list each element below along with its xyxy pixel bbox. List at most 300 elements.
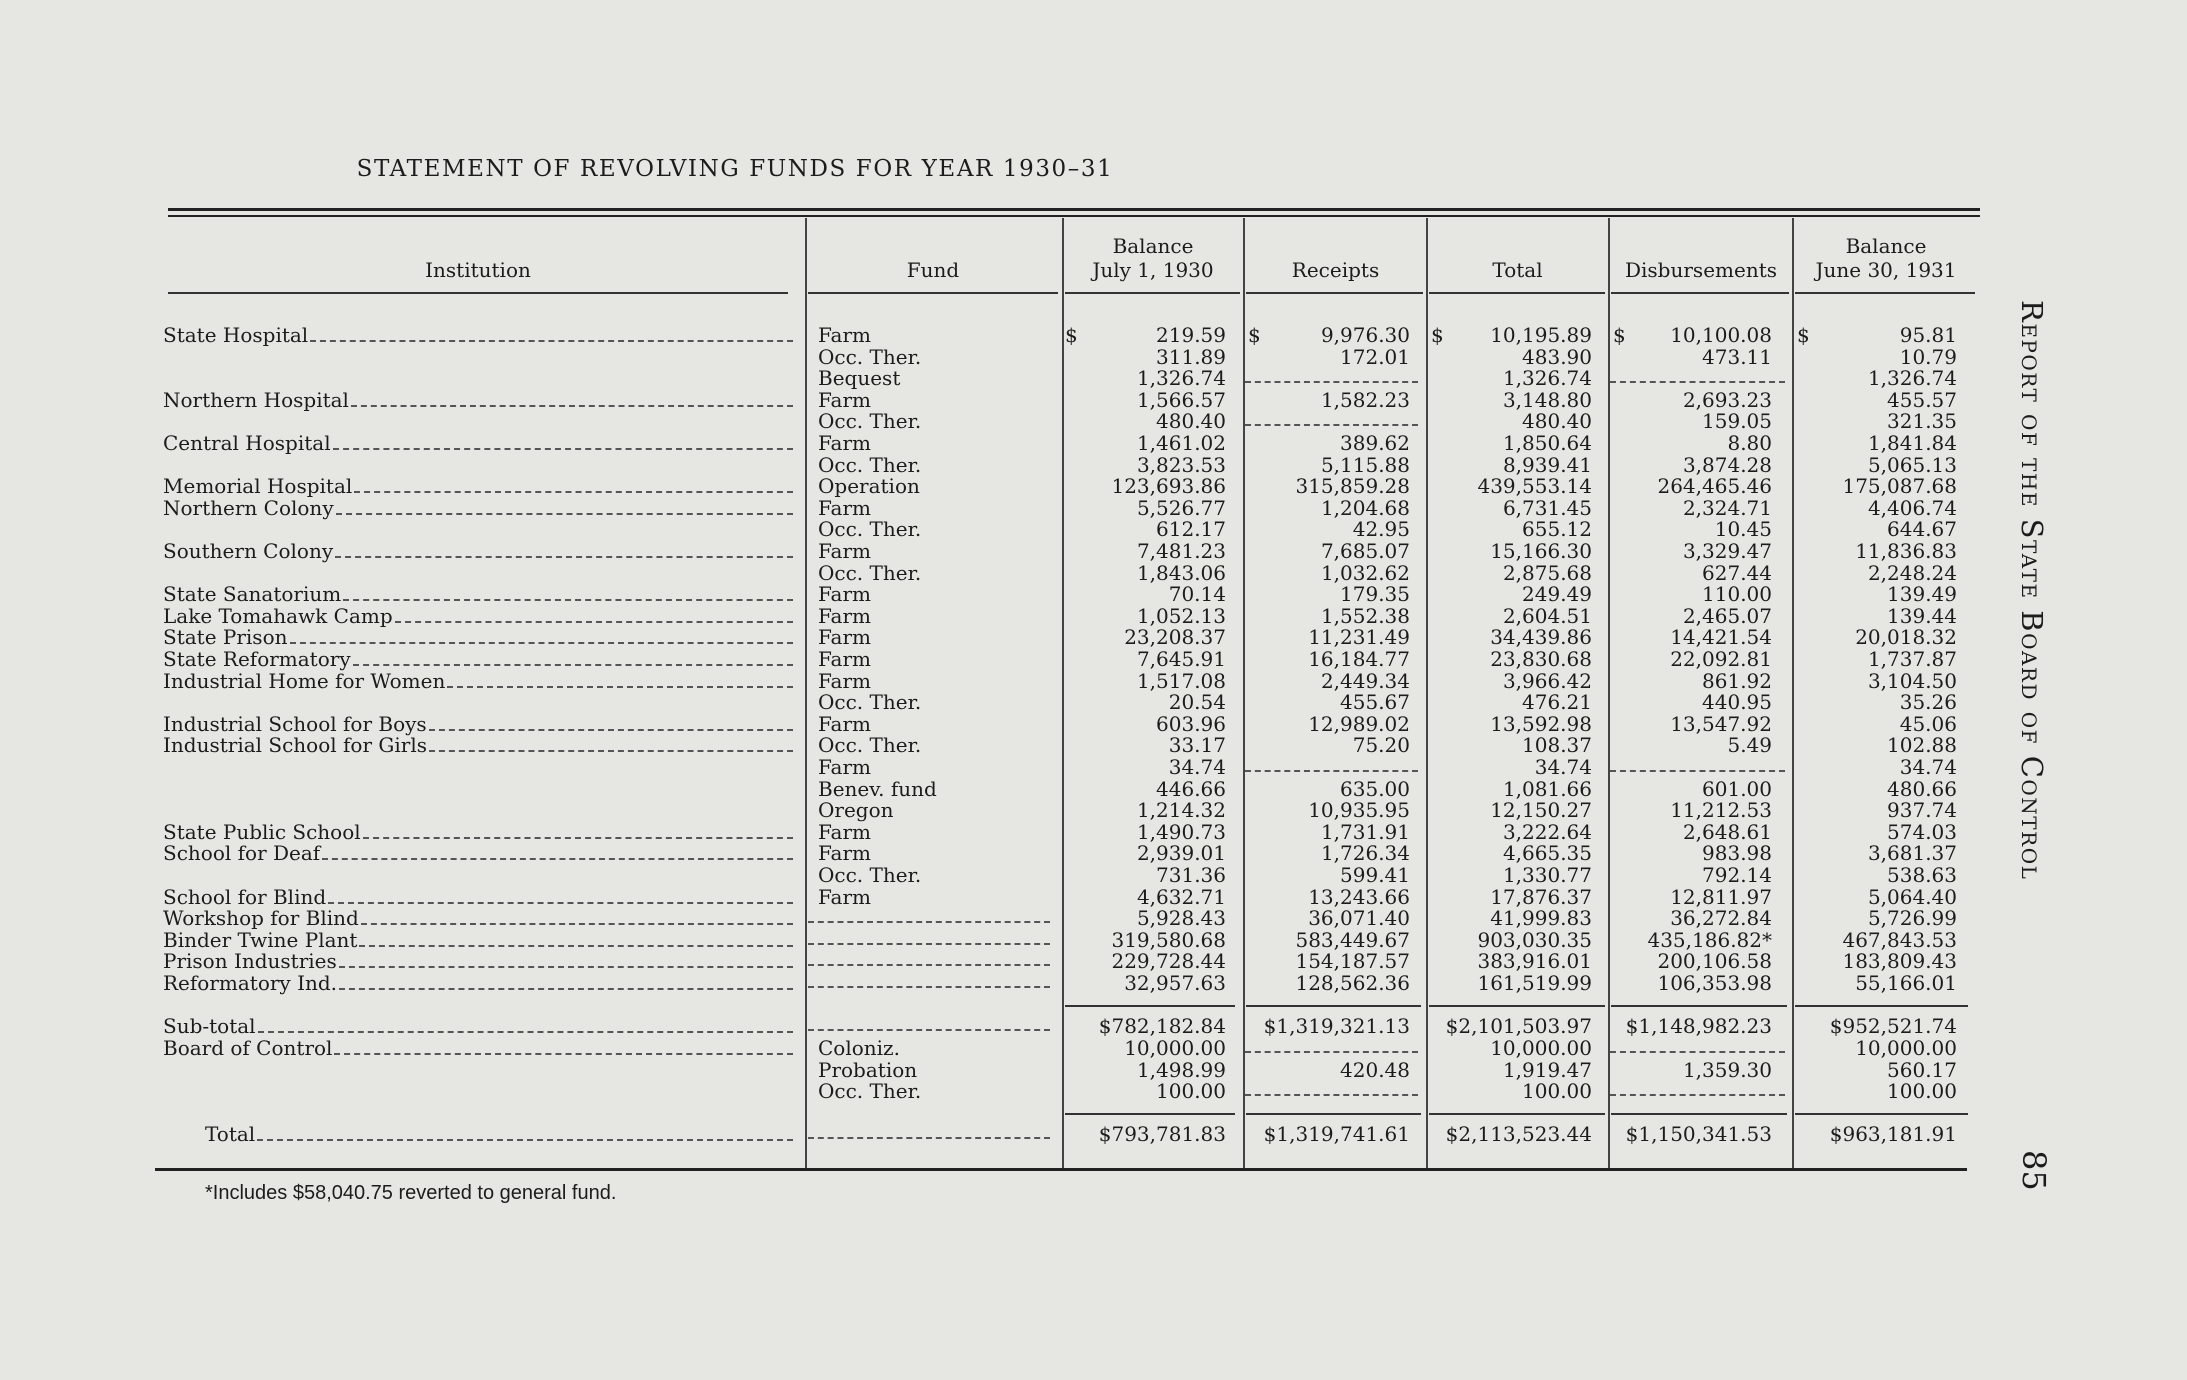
amount-c1: 229,728.44 <box>1111 949 1226 974</box>
institution-cell <box>163 821 793 843</box>
amount-c1: 70.14 <box>1168 582 1226 607</box>
fund-cell: Oregon <box>818 798 894 823</box>
header-disbursements: Disbursements <box>1624 258 1778 282</box>
amount-c5: 937.74 <box>1887 798 1957 823</box>
total-rule <box>1795 1113 1968 1115</box>
table-row <box>0 410 2187 432</box>
amount-c1: 100.00 <box>1156 1079 1226 1104</box>
amount-c2: 1,552.38 <box>1320 603 1410 628</box>
amount-c5: 2,248.24 <box>1867 560 1957 585</box>
amount-c3: 8,939.41 <box>1502 452 1592 477</box>
fund-cell: Farm <box>818 841 871 866</box>
amount-c3: $2,101,503.97 <box>1445 1014 1592 1038</box>
total-rule <box>1429 1113 1605 1115</box>
empty-cell-dashes <box>1610 381 1785 383</box>
amount-c1: 612.17 <box>1156 517 1226 542</box>
amount-c5: 1,841.84 <box>1867 431 1957 455</box>
table-row <box>0 605 2187 627</box>
table-row <box>0 756 2187 778</box>
amount-c2: 1,204.68 <box>1320 495 1410 520</box>
institution-name: Southern Colony <box>163 539 334 563</box>
table-row <box>0 1080 2187 1102</box>
institution-cell <box>163 670 793 692</box>
amount-c1: 34.74 <box>1168 755 1226 779</box>
amount-c1: 446.66 <box>1156 776 1226 801</box>
fund-cell: Farm <box>818 603 871 628</box>
table-row <box>0 929 2187 951</box>
amount-c4: $1,150,341.53 <box>1625 1122 1772 1146</box>
subtotal-rule <box>1246 1005 1421 1007</box>
institution-cell <box>163 324 793 346</box>
dollar-sign: $ <box>1613 323 1626 347</box>
leader-dashes <box>258 1019 793 1033</box>
amount-c2: 12,989.02 <box>1308 711 1410 736</box>
institution-cell <box>163 972 793 994</box>
amount-c5: 5,065.13 <box>1867 452 1957 477</box>
total-rule <box>1611 1113 1787 1115</box>
amount-c4: 435,186.82* <box>1647 927 1772 952</box>
amount-c5: 175,087.68 <box>1842 474 1957 499</box>
amount-c3: 12,150.27 <box>1490 798 1592 823</box>
fund-cell: Occ. Ther. <box>818 863 922 887</box>
amount-c3: 41,999.83 <box>1490 906 1592 931</box>
amount-c5: 11,836.83 <box>1855 539 1957 563</box>
amount-c1: 123,693.86 <box>1111 474 1226 499</box>
fund-cell: Operation <box>818 474 920 499</box>
institution-cell <box>163 734 793 756</box>
amount-c2: 154,187.57 <box>1295 949 1410 974</box>
fund-cell: Occ. Ther. <box>818 517 922 542</box>
amount-c1: 319,580.68 <box>1111 927 1226 952</box>
fund-cell: Farm <box>818 431 871 455</box>
fund-cell: Probation <box>818 1057 918 1082</box>
amount-c5: 644.67 <box>1887 517 1957 542</box>
bottom-rule <box>155 1168 1967 1171</box>
header-fund: Fund <box>906 258 960 282</box>
amount-c4: 1,359.30 <box>1682 1057 1772 1082</box>
amount-c2: 179.35 <box>1340 582 1410 607</box>
amount-c4: 22,092.81 <box>1670 647 1772 671</box>
table-row <box>0 648 2187 670</box>
amount-c2: 172.01 <box>1340 344 1410 369</box>
amount-c5: 10.79 <box>1899 344 1957 369</box>
amount-c2: $1,319,321.13 <box>1263 1014 1410 1038</box>
fund-cell: Farm <box>818 323 871 347</box>
amount-c1: 10,000.00 <box>1124 1036 1226 1060</box>
amount-c4: 3,874.28 <box>1682 452 1772 477</box>
amount-c4: $1,148,982.23 <box>1625 1014 1772 1038</box>
institution-cell <box>163 475 793 497</box>
amount-c2: 75.20 <box>1352 733 1410 758</box>
institution-cell <box>163 842 793 864</box>
institution-name: Board of Control <box>163 1036 333 1060</box>
institution-name: Lake Tomahawk Camp <box>163 603 393 628</box>
institution-cell <box>205 1123 793 1145</box>
amount-c1: 1,461.02 <box>1136 431 1226 455</box>
empty-cell-dashes <box>1245 424 1418 426</box>
amount-c1: 2,939.01 <box>1136 841 1226 866</box>
amount-c5: 183,809.43 <box>1842 949 1957 974</box>
amount-c3: 4,665.35 <box>1502 841 1592 866</box>
leader-dashes <box>429 717 793 731</box>
empty-cell-dashes <box>1245 1094 1418 1096</box>
amount-c5: 45.06 <box>1899 711 1957 736</box>
amount-c1: 1,052.13 <box>1136 603 1226 628</box>
leader-dashes <box>328 890 793 904</box>
header-underline <box>808 292 1058 294</box>
leader-dashes <box>333 436 793 450</box>
table-row <box>0 475 2187 497</box>
amount-c4: 2,693.23 <box>1682 387 1772 412</box>
institution-cell <box>163 907 793 929</box>
header-receipts: Receipts <box>1291 258 1380 282</box>
amount-c3: $2,113,523.44 <box>1445 1122 1592 1146</box>
amount-c3: 23,830.68 <box>1490 647 1592 671</box>
amount-c3: 100.00 <box>1522 1079 1592 1104</box>
amount-c1: $782,182.84 <box>1098 1014 1226 1038</box>
institution-cell <box>163 583 793 605</box>
amount-c1: 5,928.43 <box>1136 906 1226 931</box>
amount-c4: 5.49 <box>1727 733 1772 758</box>
amount-c5: 5,726.99 <box>1867 906 1957 931</box>
amount-c5: 480.66 <box>1887 776 1957 801</box>
table-row <box>0 886 2187 908</box>
header-underline <box>168 292 788 294</box>
leader-dashes <box>336 501 793 515</box>
amount-c5: 95.81 <box>1899 323 1957 347</box>
table-row <box>0 562 2187 584</box>
amount-c4: 440.95 <box>1702 690 1772 715</box>
amount-c3: 6,731.45 <box>1502 495 1592 520</box>
header-underline <box>1795 292 1975 294</box>
header-balance-end: Balance June 30, 1931 <box>1815 234 1957 282</box>
table-row <box>0 691 2187 713</box>
fund-cell: Farm <box>818 539 871 563</box>
fund-cell: Farm <box>818 625 871 650</box>
amount-c3: 34.74 <box>1534 755 1592 779</box>
amount-c4: 11,212.53 <box>1670 798 1772 823</box>
table-row <box>0 324 2187 346</box>
leader-dashes <box>257 1127 793 1141</box>
header-institution: Institution <box>425 258 531 282</box>
institution-name: Industrial School for Girls <box>163 733 427 758</box>
amount-c2: 10,935.95 <box>1308 798 1410 823</box>
fund-empty-dashes <box>808 964 1050 966</box>
table-row <box>0 864 2187 886</box>
amount-c3: 17,876.37 <box>1490 884 1592 909</box>
amount-c2: 1,032.62 <box>1320 560 1410 585</box>
amount-c5: 455.57 <box>1887 387 1957 412</box>
amount-c5: 20,018.32 <box>1855 625 1957 650</box>
table-row <box>0 734 2187 756</box>
total-rule <box>1246 1113 1421 1115</box>
amount-c4: 627.44 <box>1702 560 1772 585</box>
leader-dashes <box>339 976 793 990</box>
amount-c2: 420.48 <box>1340 1057 1410 1082</box>
institution-cell <box>163 626 793 648</box>
amount-c5: 34.74 <box>1899 755 1957 779</box>
fund-cell: Farm <box>818 387 871 412</box>
institution-name: Total <box>205 1122 256 1146</box>
institution-cell <box>163 1015 793 1037</box>
table-row <box>0 670 2187 692</box>
amount-c4: 12,811.97 <box>1670 884 1772 909</box>
institution-name: School for Deaf <box>163 841 321 866</box>
table-row <box>0 454 2187 476</box>
fund-cell: Farm <box>818 668 871 693</box>
amount-c4: 2,324.71 <box>1682 495 1772 520</box>
amount-c4: 792.14 <box>1702 863 1772 887</box>
amount-c1: 33.17 <box>1168 733 1226 758</box>
amount-c3: 1,081.66 <box>1502 776 1592 801</box>
table-row <box>0 821 2187 843</box>
amount-c3: 480.40 <box>1522 409 1592 434</box>
amount-c1: 1,843.06 <box>1136 560 1226 585</box>
table-row <box>0 799 2187 821</box>
amount-c3: 1,326.74 <box>1502 366 1592 391</box>
institution-cell <box>163 648 793 670</box>
leader-dashes <box>354 479 793 493</box>
table-row <box>0 1059 2187 1081</box>
amount-c3: 2,604.51 <box>1502 603 1592 628</box>
fund-cell: Farm <box>818 711 871 736</box>
amount-c3: 3,148.80 <box>1502 387 1592 412</box>
institution-cell <box>163 713 793 735</box>
subtotal-rule <box>1065 1005 1235 1007</box>
institution-name: Prison Industries <box>163 949 337 974</box>
amount-c1: 219.59 <box>1156 323 1226 347</box>
leader-dashes <box>290 630 794 644</box>
fund-cell: Occ. Ther. <box>818 409 922 434</box>
empty-cell-dashes <box>1245 770 1418 772</box>
leader-dashes <box>361 911 793 925</box>
institution-name: State Hospital <box>163 323 309 347</box>
fund-cell: Occ. Ther. <box>818 1079 922 1104</box>
amount-c4: 8.80 <box>1727 431 1772 455</box>
amount-c5: 10,000.00 <box>1855 1036 1957 1060</box>
amount-c1: 7,645.91 <box>1136 647 1226 671</box>
header-balance-start: Balance July 1, 1930 <box>1092 234 1214 282</box>
amount-c4: 10.45 <box>1714 517 1772 542</box>
amount-c2: 455.67 <box>1340 690 1410 715</box>
dollar-sign: $ <box>1797 323 1810 347</box>
table-row <box>0 346 2187 368</box>
amount-c3: 1,919.47 <box>1502 1057 1592 1082</box>
fund-cell: Occ. Ther. <box>818 733 922 758</box>
total-rule <box>1065 1113 1235 1115</box>
amount-c5: 139.49 <box>1887 582 1957 607</box>
table-row <box>0 367 2187 389</box>
subtotal-row <box>0 1015 2187 1037</box>
fund-cell: Coloniz. <box>818 1036 900 1060</box>
table-row <box>0 389 2187 411</box>
fund-cell: Farm <box>818 819 871 844</box>
header-underline <box>1065 292 1240 294</box>
amount-c4: 473.11 <box>1702 344 1772 369</box>
fund-cell: Bequest <box>818 366 901 391</box>
amount-c3: 1,330.77 <box>1502 863 1592 887</box>
leader-dashes <box>395 609 793 623</box>
amount-c1: $793,781.83 <box>1098 1122 1226 1146</box>
footnote: *Includes $58,040.75 reverted to general fund. <box>205 1182 617 1204</box>
amount-c5: 139.44 <box>1887 603 1957 628</box>
empty-cell-dashes <box>1610 770 1785 772</box>
amount-c2: 13,243.66 <box>1308 884 1410 909</box>
institution-cell <box>163 1037 793 1059</box>
fund-cell: Occ. Ther. <box>818 452 922 477</box>
amount-c1: 1,326.74 <box>1136 366 1226 391</box>
amount-c2: 1,726.34 <box>1320 841 1410 866</box>
page-number: 85 <box>2015 1150 2053 1191</box>
amount-c3: 655.12 <box>1522 517 1592 542</box>
amount-c3: 15,166.30 <box>1490 539 1592 563</box>
subtotal-rule <box>1429 1005 1605 1007</box>
amount-c2: 2,449.34 <box>1320 668 1410 693</box>
amount-c2: 128,562.36 <box>1295 971 1410 995</box>
table-row <box>0 583 2187 605</box>
amount-c5: 102.88 <box>1887 733 1957 758</box>
amount-c4: 983.98 <box>1702 841 1772 866</box>
amount-c5: 1,326.74 <box>1867 366 1957 391</box>
institution-cell <box>163 886 793 908</box>
amount-c3: 439,553.14 <box>1477 474 1592 499</box>
amount-c1: 20.54 <box>1168 690 1226 715</box>
fund-empty-dashes <box>808 943 1050 945</box>
dollar-sign: $ <box>1065 323 1078 347</box>
institution-name: Central Hospital <box>163 431 331 455</box>
table-row <box>0 713 2187 735</box>
amount-c1: 32,957.63 <box>1124 971 1226 995</box>
header-total: Total <box>1492 258 1543 282</box>
header-underline <box>1429 292 1605 294</box>
leader-dashes <box>310 328 793 342</box>
institution-name: Workshop for Blind <box>163 906 359 931</box>
fund-cell: Farm <box>818 755 871 779</box>
amount-c4: 110.00 <box>1702 582 1772 607</box>
amount-c1: 5,526.77 <box>1136 495 1226 520</box>
amount-c5: $963,181.91 <box>1829 1122 1957 1146</box>
institution-name: Reformatory Ind. <box>163 971 338 995</box>
institution-name: State Public School <box>163 819 361 844</box>
leader-dashes <box>351 393 793 407</box>
fund-cell: Farm <box>818 495 871 520</box>
dollar-sign: $ <box>1248 323 1261 347</box>
amount-c4: 2,465.07 <box>1682 603 1772 628</box>
institution-name: Binder Twine Plant <box>163 927 358 952</box>
fund-cell: Farm <box>818 884 871 909</box>
leader-dashes <box>335 544 793 558</box>
amount-c3: 483.90 <box>1522 344 1592 369</box>
amount-c1: 1,214.32 <box>1136 798 1226 823</box>
fund-cell: Occ. Ther. <box>818 560 922 585</box>
institution-name: Sub-total <box>163 1014 256 1038</box>
institution-name: Industrial Home for Women <box>163 668 446 693</box>
institution-name: Northern Hospital <box>163 387 349 412</box>
amount-c5: 3,104.50 <box>1867 668 1957 693</box>
amount-c1: 603.96 <box>1156 711 1226 736</box>
table-row <box>0 972 2187 994</box>
amount-c1: 1,498.99 <box>1136 1057 1226 1082</box>
header-underline <box>1611 292 1789 294</box>
institution-cell <box>163 389 793 411</box>
amount-c4: 861.92 <box>1702 668 1772 693</box>
leader-dashes <box>429 738 793 752</box>
table-row <box>0 432 2187 454</box>
amount-c1: 480.40 <box>1156 409 1226 434</box>
amount-c1: 3,823.53 <box>1136 452 1226 477</box>
amount-c2: 1,731.91 <box>1320 819 1410 844</box>
table-row <box>0 497 2187 519</box>
amount-c4: 200,106.58 <box>1657 949 1772 974</box>
institution-cell <box>163 605 793 627</box>
institution-name: Memorial Hospital <box>163 474 353 499</box>
leader-dashes <box>359 933 793 947</box>
amount-c2: 42.95 <box>1352 517 1410 542</box>
amount-c3: 383,916.01 <box>1477 949 1592 974</box>
amount-c2: 7,685.07 <box>1320 539 1410 563</box>
amount-c3: 3,222.64 <box>1502 819 1592 844</box>
amount-c4: 36,272.84 <box>1670 906 1772 931</box>
institution-cell <box>163 929 793 951</box>
amount-c5: 4,406.74 <box>1867 495 1957 520</box>
amount-c4: 10,100.08 <box>1670 323 1772 347</box>
amount-c2: 5,115.88 <box>1320 452 1410 477</box>
amount-c5: 467,843.53 <box>1842 927 1957 952</box>
amount-c2: 1,582.23 <box>1320 387 1410 412</box>
leader-dashes <box>447 674 793 688</box>
table-row <box>0 540 2187 562</box>
amount-c5: 35.26 <box>1899 690 1957 715</box>
leader-dashes <box>339 954 793 968</box>
amount-c3: 10,195.89 <box>1490 323 1592 347</box>
table-row <box>0 626 2187 648</box>
institution-name: Industrial School for Boys <box>163 711 427 736</box>
empty-cell-dashes <box>1610 1094 1785 1096</box>
amount-c1: 23,208.37 <box>1124 625 1226 650</box>
institution-name: State Reformatory <box>163 647 351 671</box>
amount-c1: 1,517.08 <box>1136 668 1226 693</box>
amount-c2: 389.62 <box>1340 431 1410 455</box>
amount-c4: 264,465.46 <box>1657 474 1772 499</box>
amount-c4: 3,329.47 <box>1682 539 1772 563</box>
leader-dashes <box>334 1041 793 1055</box>
fund-empty-dashes <box>808 986 1050 988</box>
amount-c2: 11,231.49 <box>1308 625 1410 650</box>
subtotal-rule <box>1611 1005 1787 1007</box>
amount-c2: 635.00 <box>1340 776 1410 801</box>
fund-cell: Occ. Ther. <box>818 344 922 369</box>
top-rule-thin <box>168 215 1980 217</box>
amount-c2: 9,976.30 <box>1320 323 1410 347</box>
amount-c4: 106,353.98 <box>1657 971 1772 995</box>
amount-c5: 560.17 <box>1887 1057 1957 1082</box>
table-row <box>0 1037 2187 1059</box>
institution-cell <box>163 497 793 519</box>
fund-cell: Farm <box>818 647 871 671</box>
amount-c4: 159.05 <box>1702 409 1772 434</box>
amount-c3: 161,519.99 <box>1477 971 1592 995</box>
amount-c5: 55,166.01 <box>1855 971 1957 995</box>
amount-c4: 601.00 <box>1702 776 1772 801</box>
amount-c1: 4,632.71 <box>1136 884 1226 909</box>
empty-cell-dashes <box>1610 1051 1785 1053</box>
fund-cell: Benev. fund <box>818 776 937 801</box>
amount-c4: 13,547.92 <box>1670 711 1772 736</box>
amount-c3: 1,850.64 <box>1502 431 1592 455</box>
amount-c3: 10,000.00 <box>1490 1036 1592 1060</box>
amount-c3: 249.49 <box>1522 582 1592 607</box>
institution-name: State Prison <box>163 625 288 650</box>
